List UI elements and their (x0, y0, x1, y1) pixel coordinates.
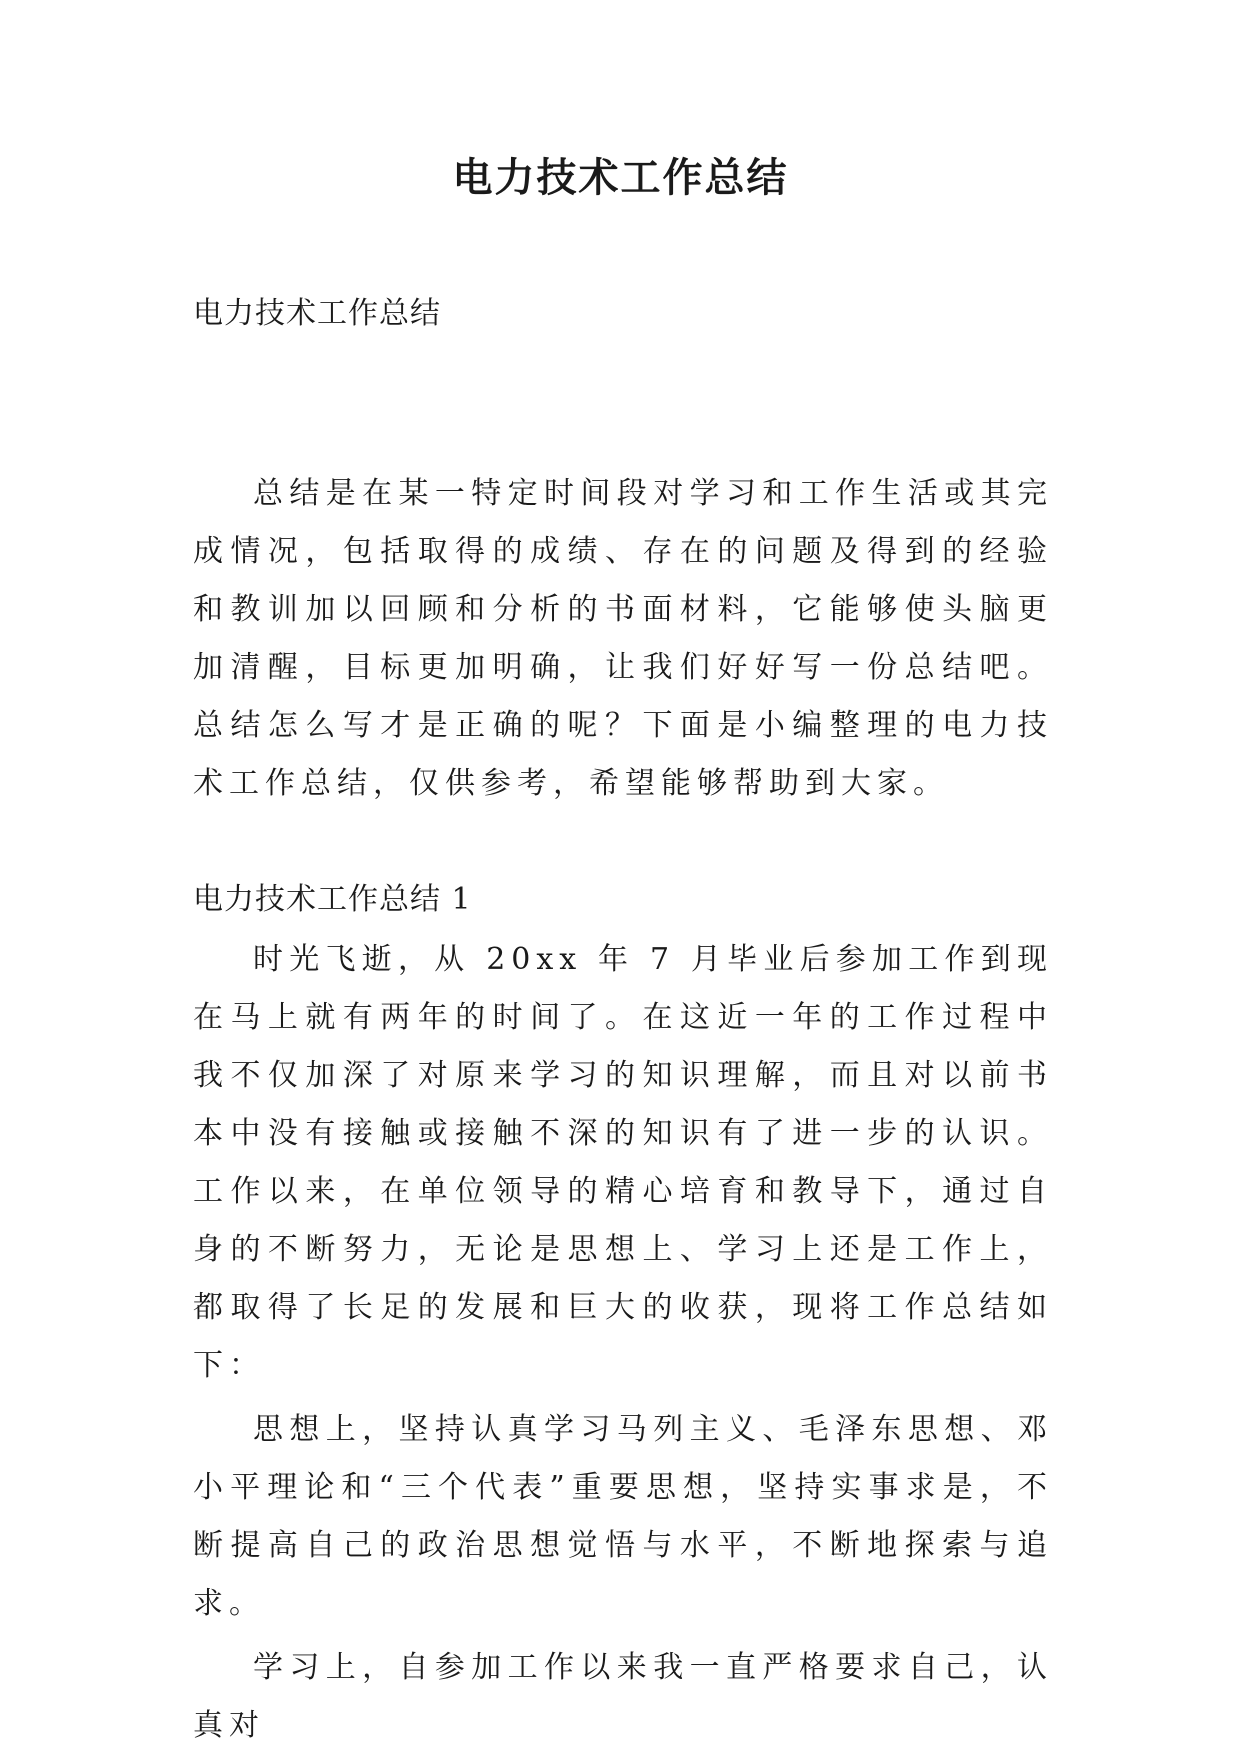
intro-paragraph: 总结是在某一特定时间段对学习和工作生活或其完成情况，包括取得的成绩、存在的问题及得到的经验和教训加以回顾和分析的书面材料，它能够使头脑更加清醒，目标更加明确，让我们好好写一份总结吧。总结怎么写才是正确的呢？下面是小编整理的电力技术工作总结，仅供参考，希望能够帮助到大家。 (193, 476, 1053, 801)
body-paragraph: 学习上，自参加工作以来我一直严格要求自己，认真对 (193, 1650, 1053, 1743)
body-paragraph: 思想上，坚持认真学习马列主义、毛泽东思想、邓小平理论和“三个代表”重要思想，坚持实事求是，不断提高自己的政治思想觉悟与水平，不断地探索与追求。 (193, 1412, 1053, 1621)
body-paragraph: 时光飞逝，从 20xx 年 7 月毕业后参加工作到现在马上就有两年的时间了。在这近一年的工作过程中我不仅加深了对原来学习的知识理解，而且对以前书本中没有接触或接触不深的知识有了进一步的认识。工作以来，在单位领导的精心培育和教导下，通过自身的不断努力，无论是思想上、学习上还是工作上，都取得了长足的发展和巨大的收获，现将工作总结如下： (193, 942, 1053, 1383)
document-subtitle: 电力技术工作总结 (193, 296, 441, 331)
section-body (193, 931, 1053, 1755)
intro-block (193, 465, 1053, 813)
section-heading: 电力技术工作总结 1 (193, 882, 472, 917)
document-title: 电力技术工作总结 (452, 154, 789, 201)
